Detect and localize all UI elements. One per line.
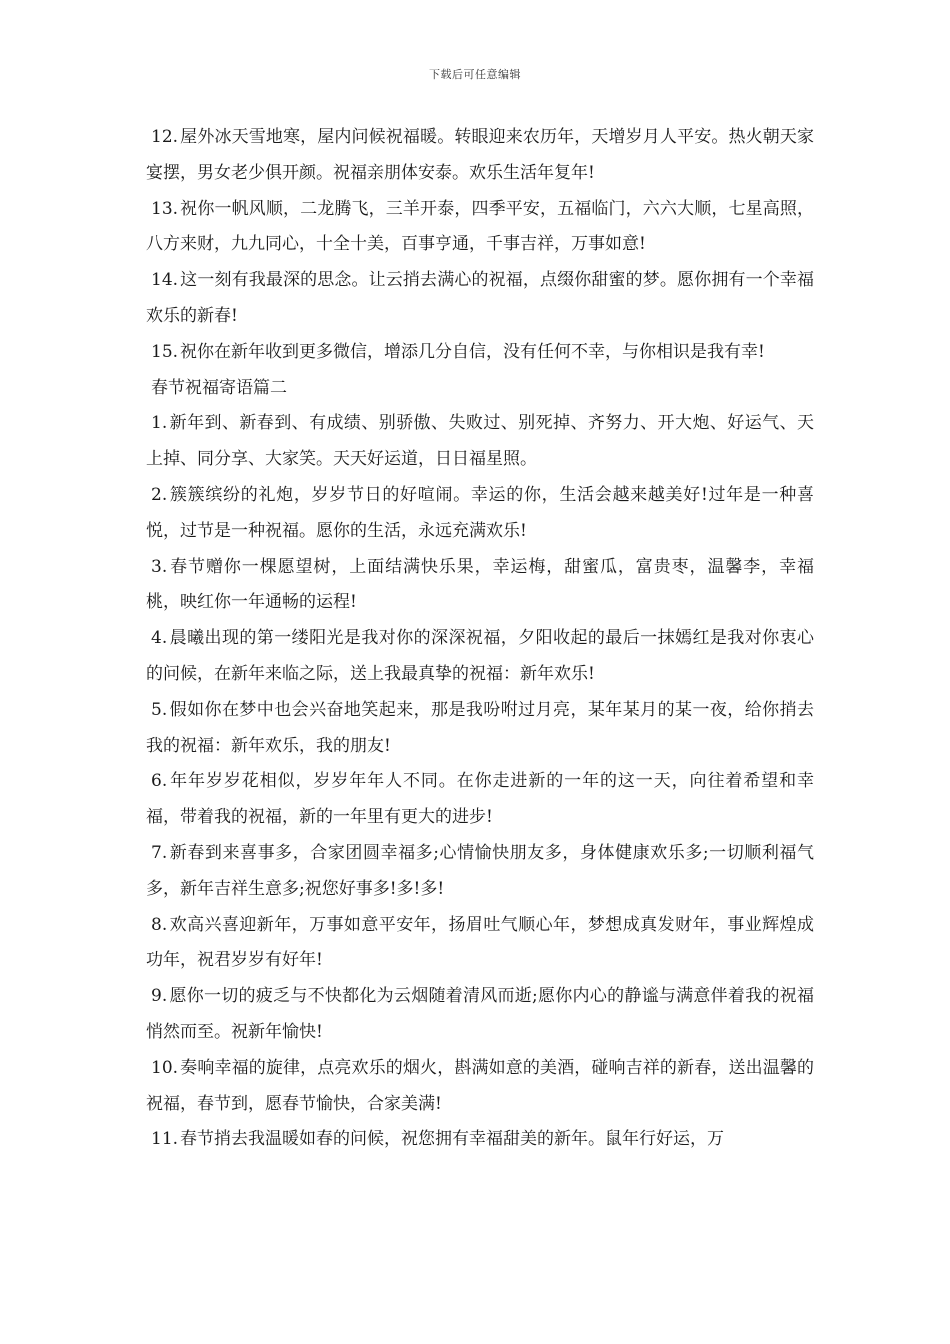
paragraph-text: 晨曦出现的第一缕阳光是我对你的深深祝福，夕阳收起的最后一抹嫣红是我对你衷心的问候，在新年来临之际，送上我最真挚的祝福：新年欢乐! — [146, 628, 814, 684]
paragraph-number: 9. — [151, 986, 168, 1007]
paragraph-number: 13. — [151, 198, 179, 219]
paragraph-number: 5. — [151, 699, 168, 720]
paragraph-item — [146, 908, 814, 980]
paragraph-number: 1. — [151, 413, 168, 434]
paragraph-text: 屋外冰天雪地寒，屋内问候祝福暖。转眼迎来农历年，天增岁月人平安。热火朝天家宴摆，男女老少俱开颜。祝福亲朋体安泰。欢乐生活年复年! — [146, 127, 814, 183]
paragraph-item — [146, 764, 814, 836]
section-heading-text: 春节祝福寄语篇二 — [151, 377, 287, 398]
paragraph-number: 3. — [151, 556, 168, 577]
paragraph-item — [146, 335, 814, 371]
paragraph-item — [146, 836, 814, 908]
paragraph-item — [146, 1051, 814, 1123]
paragraph-item — [146, 478, 814, 550]
paragraph-item — [146, 621, 814, 693]
paragraph-item — [146, 979, 814, 1051]
paragraph-item — [146, 693, 814, 765]
paragraph-text: 年年岁岁花相似，岁岁年年人不同。在你走进新的一年的这一天，向往着希望和幸福，带着我的祝福，新的一年里有更大的进步! — [146, 771, 814, 828]
paragraph-text: 愿你一切的疲乏与不快都化为云烟随着清风而逝;愿你内心的静谧与满意伴着我的祝福悄然而至。祝新年愉快! — [146, 986, 814, 1042]
paragraph-number: 15. — [151, 341, 179, 362]
paragraph-text: 祝你在新年收到更多微信，增添几分自信，没有任何不幸，与你相识是我有幸! — [180, 341, 765, 362]
paragraph-item — [146, 192, 814, 264]
paragraph-text: 欢高兴喜迎新年，万事如意平安年，扬眉吐气顺心年，梦想成真发财年，事业辉煌成功年，祝君岁岁有好年! — [146, 914, 814, 971]
paragraph-text: 新年到、新春到、有成绩、别骄傲、失败过、别死掉、齐努力、开大炮、好运气、天上掉、同分享、大家笑。天天好运道，日日福星照。 — [146, 413, 814, 470]
page-header-watermark: 下载后可任意编辑 — [429, 68, 521, 81]
paragraph-item — [146, 406, 814, 478]
paragraph-text: 这一刻有我最深的思念。让云捎去满心的祝福，点缀你甜蜜的梦。愿你拥有一个幸福欢乐的新春! — [146, 270, 814, 326]
paragraph-item — [146, 550, 814, 622]
paragraph-number: 10. — [151, 1057, 179, 1078]
paragraph-number: 12. — [151, 127, 179, 147]
paragraph-number: 14. — [151, 270, 179, 291]
paragraph-item — [146, 1122, 814, 1158]
paragraph-text: 春节捎去我温暖如春的问候，祝您拥有幸福甜美的新年。鼠年行好运，万 — [180, 1129, 725, 1150]
paragraph-text: 簇簇缤纷的礼炮，岁岁节日的好喧闹。幸运的你，生活会越来越美好!过年是一种喜悦，过节是一种祝福。愿你的生活，永远充满欢乐! — [146, 484, 814, 541]
paragraph-number: 11. — [151, 1129, 179, 1150]
paragraph-item — [146, 263, 814, 335]
paragraph-number: 8. — [151, 914, 168, 935]
paragraph-text: 新春到来喜事多，合家团圆幸福多;心情愉快朋友多，身体健康欢乐多;一切顺利福气多，新年吉祥生意多;祝您好事多!多!多! — [146, 842, 814, 899]
paragraph-text: 祝你一帆风顺，二龙腾飞，三羊开泰，四季平安，五福临门，六六大顺，七星高照，八方来财，九九同心，十全十美，百事亨通，千事吉祥，万事如意! — [146, 198, 814, 255]
paragraph-text: 奏响幸福的旋律，点亮欢乐的烟火，斟满如意的美酒，碰响吉祥的新春，送出温馨的祝福，春节到，愿春节愉快，合家美满! — [146, 1057, 814, 1114]
paragraph-number: 4. — [151, 628, 168, 649]
section-heading — [146, 371, 814, 407]
paragraph-item — [146, 120, 814, 192]
paragraph-number: 6. — [151, 771, 168, 792]
paragraph-text: 假如你在梦中也会兴奋地笑起来，那是我吩咐过月亮，某年某月的某一夜，给你捎去我的祝福：新年欢乐，我的朋友! — [146, 699, 814, 756]
paragraph-text: 春节赠你一棵愿望树，上面结满快乐果，幸运梅，甜蜜瓜，富贵枣，温馨李，幸福桃，映红你一年通畅的运程! — [146, 556, 814, 613]
document-body — [146, 120, 814, 1158]
paragraph-number: 2. — [151, 484, 168, 505]
paragraph-number: 7. — [151, 842, 168, 863]
